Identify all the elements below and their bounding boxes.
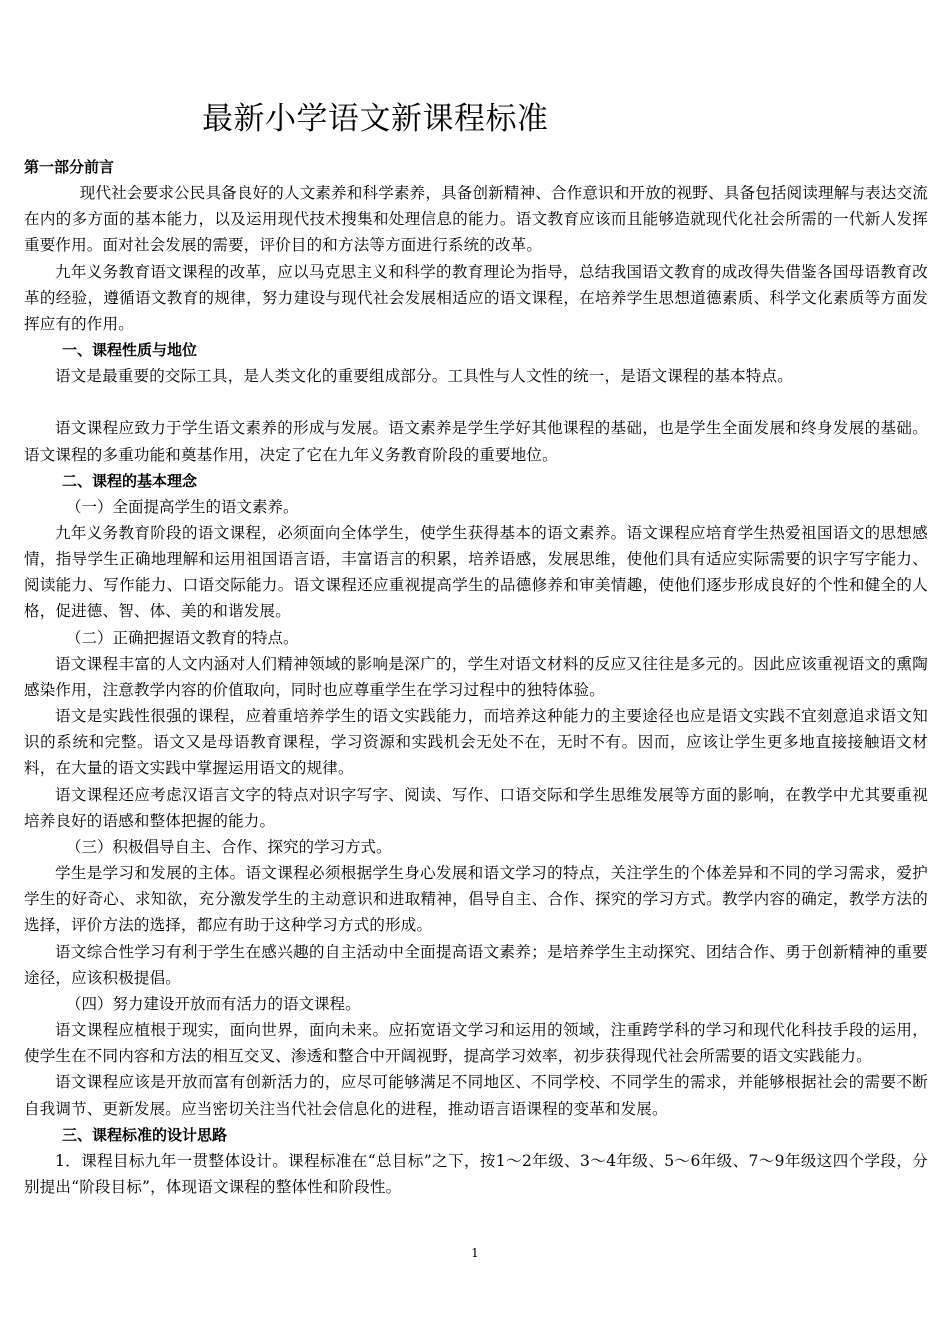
page-number: 1 [471,1246,479,1260]
preface-paragraph-2: 九年义务教育语文课程的改革，应以马克思主义和科学的教育理论为指导，总结我国语文教育的成改得失借鉴各国母语教育改革的经验，遵循语文教育的规律，努力建设与现代社会发展相适应的语文课程，在培养学生思想道德素质、科学文化素质等方面发挥应有的作用。 [24,262,928,334]
subsection-heading-2: （二）正确把握语文教育的特点。 [66,628,299,647]
blank-line [24,389,928,415]
subsection-heading-4: （四）努力建设开放而有活力的语文课程。 [66,995,361,1014]
subsection-heading-1: （一）全面提高学生的语文素养。 [66,497,299,516]
subsection4-paragraph-2: 语文课程应该是开放而富有创新活力的，应尽可能够满足不同地区、不同学校、不同学生的需求，并能够根据社会的需要不断自我调节、更新发展。应当密切关注当代社会信息化的进程，推动语言语课程的变革和发展。 [24,1073,928,1118]
part-heading: 第一部分前言 [24,158,115,176]
section-heading-3: 三、课程标准的设计思路 [62,1125,228,1144]
section1-paragraph-1: 语文是最重要的交际工具，是人类文化的重要组成部分。工具性与人文性的统一，是语文课程的基本特点。 [55,367,793,386]
section-heading-1: 一、课程性质与地位 [62,341,198,360]
document-page [24,92,928,1200]
section3-paragraph-1: 1．课程目标九年一贯整体设计。课程标准在“总目标”之下，按1～2年级、3～4年级、5～6年级、7～9年级这四个学段，分别提出“阶段目标”，体现语文课程的整体性和阶段性。 [24,1151,928,1197]
subsection-heading-3: （三）积极倡导自主、合作、探究的学习方式。 [66,838,392,857]
subsection1-paragraph-1: 九年义务教育阶段的语文课程，必须面向全体学生，使学生获得基本的语文素养。语文课程应培育学生热爱祖国语文的思想感情，指导学生正确地理解和运用祖国语言语，丰富语言的积累，培养语感，发展思维，使他们具有适应实际需要的识字写字能力、阅读能力、写作能力、口语交际能力。语文课程还应重视提高学生的品德修养和审美情趣，使他们逐步形成良好的个性和健全的人格，促进德、智、体、美的和谐发展。 [24,523,928,621]
section-heading-2: 二、课程的基本理念 [62,471,198,490]
subsection2-paragraph-1: 语文课程丰富的人文内涵对人们精神领域的影响是深广的，学生对语文材料的反应又往往是多元的。因此应该重视语文的熏陶感染作用，注意教学内容的价值取向，同时也应尊重学生在学习过程中的独特体验。 [24,654,928,699]
subsection2-paragraph-3: 语文课程还应考虑汉语言文字的特点对识字写字、阅读、写作、口语交际和学生思维发展等方面的影响，在教学中尤其要重视培养良好的语感和整体把握的能力。 [24,785,928,830]
document-title: 最新小学语文新课程标准 [202,101,549,137]
subsection3-paragraph-1: 学生是学习和发展的主体。语文课程必须根据学生身心发展和语文学习的特点，关注学生的个体差异和不同的学习需求，爱护学生的好奇心、求知欲，充分激发学生的主动意识和进取精神，倡导自主、合作、探究的学习方式。教学内容的确定，教学方法的选择，评价方法的选择，都应有助于这种学习方式的形成。 [24,864,928,935]
section1-paragraph-2: 语文课程应致力于学生语文素养的形成与发展。语文素养是学生学好其他课程的基础，也是学生全面发展和终身发展的基础。语文课程的多重功能和奠基作用，决定了它在九年义务教育阶段的重要地位。 [24,419,928,464]
preface-paragraph-1: 现代社会要求公民具备良好的人文素养和科学素养，具备创新精神、合作意识和开放的视野、具备包括阅读理解与表达交流在内的多方面的基本能力，以及运用现代技术搜集和处理信息的能力。语文教育应该而且能够造就现代化社会所需的一代新人发挥重要作用。面对社会发展的需要，评价目的和方法等方面进行系统的改革。 [24,184,928,255]
subsection3-paragraph-2: 语文综合性学习有利于学生在感兴趣的自主活动中全面提高语文素养；是培养学生主动探究、团结合作、勇于创新精神的重要途径，应该积极提倡。 [24,942,928,987]
subsection4-paragraph-1: 语文课程应植根于现实，面向世界，面向未来。应拓宽语文学习和运用的领域，注重跨学科的学习和现代化科技手段的运用，使学生在不同内容和方法的相互交叉、渗透和整合中开阔视野，提高学习效率，初步获得现代社会所需要的语文实践能力。 [24,1021,928,1066]
subsection2-paragraph-2: 语文是实践性很强的课程，应着重培养学生的语文实践能力，而培养这种能力的主要途径也应是语文实践不宜刻意追求语文知识的系统和完整。语文又是母语教育课程，学习资源和实践机会无处不在，无时不有。因而，应该让学生更多地直接接触语文材料，在大量的语文实践中掌握运用语文的规律。 [24,707,928,778]
